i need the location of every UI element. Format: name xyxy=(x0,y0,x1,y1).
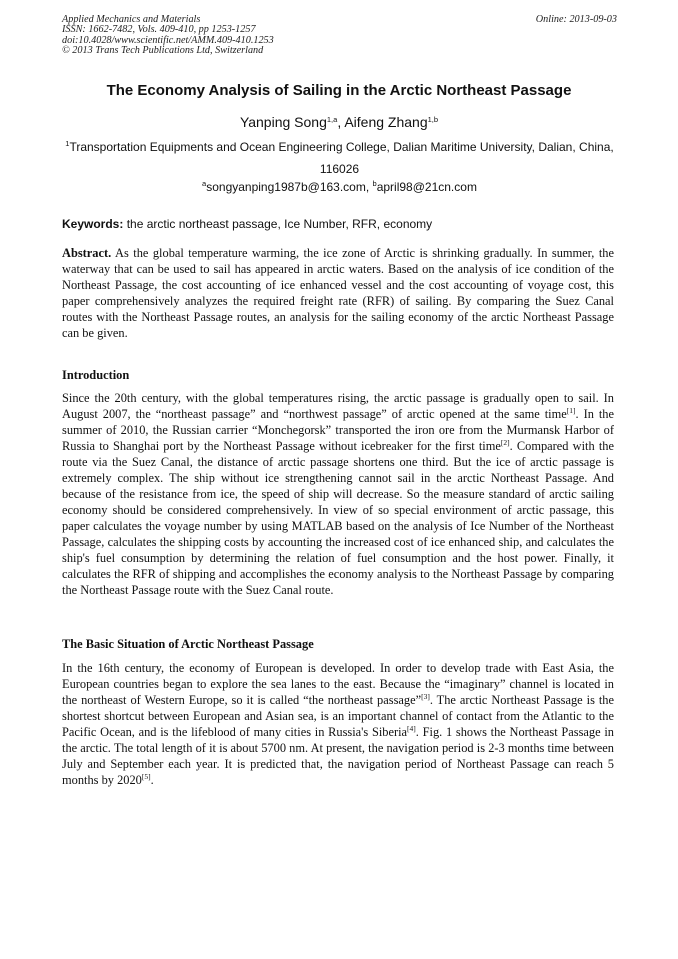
citation-ref: [4] xyxy=(407,724,416,733)
affiliation-mark: 1 xyxy=(65,139,70,148)
citation-ref: [1] xyxy=(566,406,576,415)
author-list xyxy=(30,113,648,131)
basic-situation-paragraph xyxy=(62,660,614,788)
issn-line: ISSN: 1662-7482, Vols. 409-410, pp 1253-1257 xyxy=(62,24,256,36)
paper-title: The Economy Analysis of Sailing in the Arctic Northeast Passage xyxy=(106,82,572,99)
keywords-text: the arctic northeast passage, Ice Number, RFR, economy xyxy=(123,217,433,231)
email-mark: a xyxy=(202,179,207,188)
affiliation xyxy=(62,136,617,180)
citation-ref: [3] xyxy=(421,692,430,701)
author-affiliation-mark: 1,b xyxy=(427,115,439,124)
author-emails xyxy=(62,178,617,196)
author-affiliation-mark: 1,a xyxy=(326,115,338,124)
paragraph-text: . xyxy=(150,773,154,787)
doi-line: doi:10.4028/www.scientific.net/AMM.409-410.1253 xyxy=(62,34,274,46)
online-date: Online: 2013-09-03 xyxy=(535,14,617,25)
email-address: songyanping1987b@163.com xyxy=(206,180,366,194)
journal-header xyxy=(62,15,617,57)
introduction-paragraph xyxy=(62,390,614,598)
email-separator: , xyxy=(365,180,373,194)
paragraph-text: . Fig. 1 shows the Northeast Passage in the arctic. The total length of it is about 5700 nm. At present, the navigation period is 2-3 months time between July and September each year. It is predicted that, the navigation period of Northeast Passage can reach 5 months by 2020 xyxy=(62,725,614,787)
section-heading-introduction: Introduction xyxy=(62,368,130,382)
email-mark: b xyxy=(372,179,377,188)
citation-ref: [2] xyxy=(500,438,510,447)
paragraph-text: . In the summer of 2010, the Russian carrier “Monchegorsk” transported the iron ore from the Murmansk Harbor of Russia to Shanghai port by the Northeast Passage without icebreaker for the first time xyxy=(62,407,614,453)
affiliation-text: Transportation Equipments and Ocean Engineering College, Dalian Maritime University, Dalian, China, 116026 xyxy=(69,140,614,176)
paragraph-text: . The arctic Northeast Passage is the shortest shortcut between European and Asian sea, is an important channel of contact from the Atlantic to the Pacific Ocean, and is the lifeblood of many cities in Russia's Siberia xyxy=(62,693,614,739)
paragraph-text: Since the 20th century, with the global temperatures rising, the arctic passage is gradually open to sail. In August 2007, the “northeast passage” and “northwest passage” of arctic opened at the same time xyxy=(62,391,614,421)
keywords xyxy=(62,215,617,233)
abstract xyxy=(62,245,614,341)
keywords-label: Keywords: xyxy=(62,217,124,231)
journal-name: Applied Mechanics and Materials xyxy=(62,14,201,25)
abstract-text: As the global temperature warming, the ice zone of Arctic is shrinking gradually. In summer, the waterway that can be used to sail has appeared in arctic waters. Based on the analysis of ice condition of the Northeast Passage, the cost accounting of ice enhanced vessel and the cost accounting of voyage cost, this paper comprehensively analyzes the required freight rate (RFR) of sailing. By comparing the Suez Canal routes with the Northeast Passage routes, an analysis for the sailing economy of the arctic Northeast Passage can be given. xyxy=(62,246,614,340)
abstract-label: Abstract. xyxy=(62,246,112,260)
author-name: Yanping Song xyxy=(239,114,327,130)
author-separator: , xyxy=(337,114,345,130)
section-heading-basic-situation: The Basic Situation of Arctic Northeast Passage xyxy=(62,637,314,651)
email-address: april98@21cn.com xyxy=(376,180,477,194)
citation-ref: [5] xyxy=(141,772,151,781)
copyright-line: © 2013 Trans Tech Publications Ltd, Switzerland xyxy=(62,45,264,57)
paragraph-text: In the 16th century, the economy of European is developed. In order to develop trade with East Asia, the European countries began to explore the sea lanes to the east. Because the “imaginary” channel is located in the northeast of Western Europe, so it is called “the northeast passage” xyxy=(62,661,614,707)
paragraph-text: . Compared with the route via the Suez Canal, the distance of arctic passage shortens one third. But the ice of arctic passage is extremely complex. The ship without ice strengthening cannot sail in the arctic Northeast Passage. And because of the resistance from ice, the speed of ship will decrease. So the measure standard of arctic sailing economy should be considered comprehensively. In view of so special environment of arctic passage, this paper calculates the voyage number by using MATLAB based on the analysis of Ice Number of the Northeast Passage, calculates the shipping costs by accounting the increased cost of ice enhanced ship, and calculates the ship's fuel consumption by determining the relation of fuel consumption and the host power. Finally, it calculates the RFR of shipping and accomplishes the economy analysis to the Northeast Passage by comparing the Northeast Passage route with the Suez Canal route. xyxy=(62,439,615,597)
author-name: Aifeng Zhang xyxy=(344,114,428,130)
